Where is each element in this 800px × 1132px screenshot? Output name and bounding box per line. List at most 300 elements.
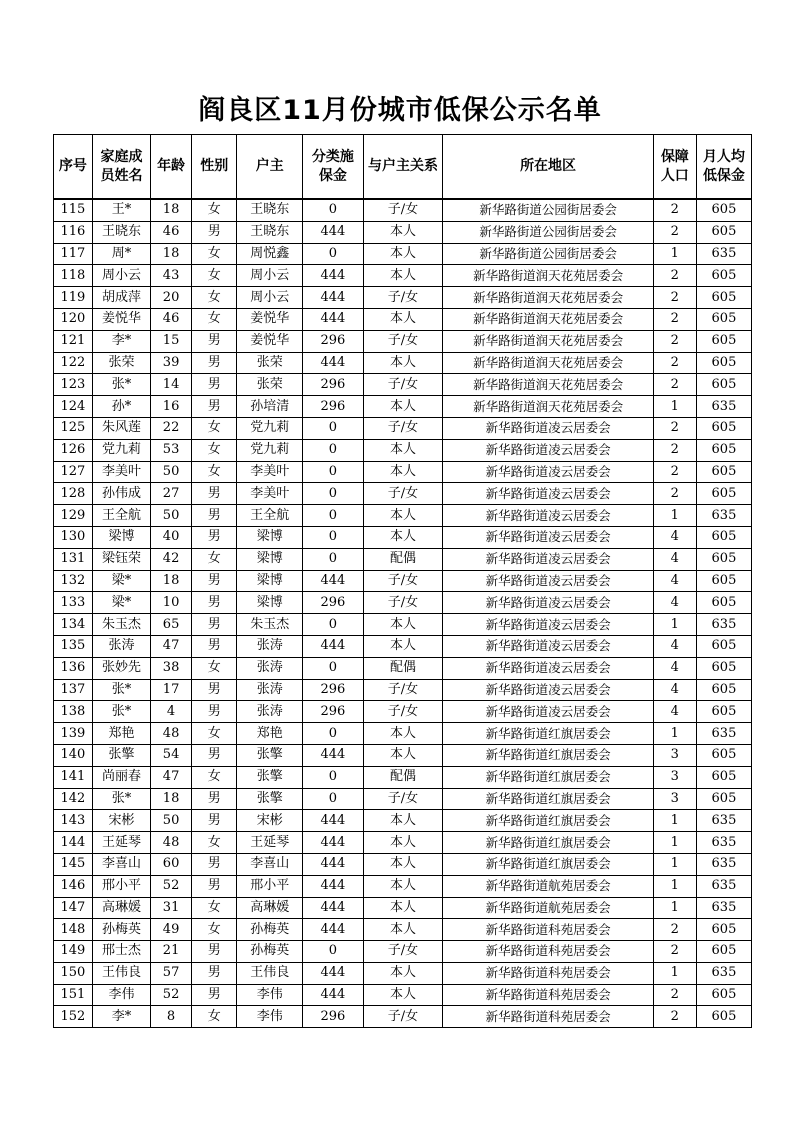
cell-member-name: 张* (92, 701, 150, 723)
cell-relation: 本人 (363, 439, 443, 461)
cell-householder: 党九莉 (237, 417, 303, 439)
table-row (54, 592, 752, 614)
cell-monthly-benefit: 635 (696, 897, 751, 919)
cell-category-benefit: 444 (303, 853, 363, 875)
cell-category-benefit: 0 (303, 417, 363, 439)
cell-covered-persons: 2 (653, 352, 696, 374)
cell-gender: 男 (192, 505, 237, 527)
cell-age: 18 (151, 243, 192, 265)
cell-gender: 男 (192, 744, 237, 766)
cell-relation: 本人 (363, 897, 443, 919)
cell-relation: 本人 (363, 744, 443, 766)
cell-covered-persons: 4 (653, 635, 696, 657)
cell-age: 50 (151, 810, 192, 832)
cell-category-benefit: 296 (303, 330, 363, 352)
table-row (54, 897, 752, 919)
cell-district: 新华路街道航苑居委会 (443, 897, 653, 919)
table-row (54, 832, 752, 854)
cell-monthly-benefit: 605 (696, 657, 751, 679)
table-row (54, 766, 752, 788)
cell-district: 新华路街道红旗居委会 (443, 810, 653, 832)
cell-relation: 子/女 (363, 374, 443, 396)
cell-category-benefit: 444 (303, 635, 363, 657)
cell-householder: 姜悦华 (237, 330, 303, 352)
table-row (54, 199, 752, 221)
cell-age: 60 (151, 853, 192, 875)
cell-monthly-benefit: 605 (696, 744, 751, 766)
cell-gender: 男 (192, 701, 237, 723)
cell-gender: 男 (192, 526, 237, 548)
cell-member-name: 李* (92, 330, 150, 352)
cell-age: 18 (151, 199, 192, 221)
cell-member-name: 邢士杰 (92, 941, 150, 963)
table-row (54, 526, 752, 548)
cell-age: 22 (151, 417, 192, 439)
header-member-name: 家庭成员姓名 (92, 135, 150, 200)
cell-seq: 131 (54, 548, 93, 570)
table-row (54, 810, 752, 832)
table-row (54, 962, 752, 984)
cell-district: 新华路街道润天花苑居委会 (443, 396, 653, 418)
cell-district: 新华路街道润天花苑居委会 (443, 308, 653, 330)
cell-seq: 134 (54, 614, 93, 636)
cell-category-benefit: 0 (303, 439, 363, 461)
table-row (54, 984, 752, 1006)
header-seq: 序号 (54, 135, 93, 200)
header-covered-persons: 保障人口 (653, 135, 696, 200)
cell-member-name: 宋彬 (92, 810, 150, 832)
cell-householder: 李伟 (237, 1006, 303, 1028)
cell-gender: 女 (192, 766, 237, 788)
cell-relation: 子/女 (363, 570, 443, 592)
cell-householder: 李美叶 (237, 461, 303, 483)
cell-householder: 张涛 (237, 701, 303, 723)
cell-gender: 男 (192, 570, 237, 592)
cell-householder: 周小云 (237, 265, 303, 287)
cell-member-name: 王晓东 (92, 221, 150, 243)
cell-relation: 本人 (363, 810, 443, 832)
cell-member-name: 梁* (92, 570, 150, 592)
cell-category-benefit: 444 (303, 875, 363, 897)
cell-householder: 郑艳 (237, 723, 303, 745)
cell-covered-persons: 1 (653, 723, 696, 745)
cell-householder: 梁博 (237, 526, 303, 548)
cell-district: 新华路街道润天花苑居委会 (443, 352, 653, 374)
cell-covered-persons: 2 (653, 461, 696, 483)
cell-householder: 李伟 (237, 984, 303, 1006)
cell-relation: 本人 (363, 221, 443, 243)
cell-district: 新华路街道凌云居委会 (443, 657, 653, 679)
cell-gender: 女 (192, 832, 237, 854)
cell-monthly-benefit: 635 (696, 505, 751, 527)
cell-relation: 子/女 (363, 679, 443, 701)
cell-district: 新华路街道红旗居委会 (443, 832, 653, 854)
cell-householder: 张涛 (237, 679, 303, 701)
cell-category-benefit: 444 (303, 352, 363, 374)
cell-covered-persons: 3 (653, 744, 696, 766)
cell-seq: 150 (54, 962, 93, 984)
cell-covered-persons: 2 (653, 984, 696, 1006)
cell-member-name: 李美叶 (92, 461, 150, 483)
cell-covered-persons: 2 (653, 1006, 696, 1028)
table-row (54, 635, 752, 657)
cell-monthly-benefit: 605 (696, 265, 751, 287)
cell-age: 31 (151, 897, 192, 919)
cell-householder: 张涛 (237, 635, 303, 657)
cell-covered-persons: 1 (653, 396, 696, 418)
cell-householder: 宋彬 (237, 810, 303, 832)
cell-covered-persons: 1 (653, 832, 696, 854)
table-row (54, 679, 752, 701)
cell-monthly-benefit: 605 (696, 766, 751, 788)
cell-covered-persons: 4 (653, 570, 696, 592)
cell-member-name: 张* (92, 374, 150, 396)
cell-covered-persons: 1 (653, 243, 696, 265)
cell-seq: 136 (54, 657, 93, 679)
cell-householder: 党九莉 (237, 439, 303, 461)
cell-gender: 女 (192, 1006, 237, 1028)
cell-category-benefit: 296 (303, 374, 363, 396)
cell-gender: 男 (192, 679, 237, 701)
cell-age: 46 (151, 308, 192, 330)
cell-district: 新华路街道公园街居委会 (443, 243, 653, 265)
cell-category-benefit: 444 (303, 984, 363, 1006)
cell-category-benefit: 0 (303, 526, 363, 548)
cell-age: 18 (151, 788, 192, 810)
cell-monthly-benefit: 605 (696, 374, 751, 396)
cell-district: 新华路街道科苑居委会 (443, 919, 653, 941)
cell-member-name: 周* (92, 243, 150, 265)
header-gender: 性别 (192, 135, 237, 200)
cell-seq: 151 (54, 984, 93, 1006)
cell-age: 53 (151, 439, 192, 461)
table-row (54, 417, 752, 439)
header-district: 所在地区 (443, 135, 653, 200)
cell-householder: 梁博 (237, 592, 303, 614)
cell-member-name: 孙梅英 (92, 919, 150, 941)
cell-relation: 子/女 (363, 417, 443, 439)
table-row (54, 570, 752, 592)
cell-householder: 孙梅英 (237, 919, 303, 941)
cell-district: 新华路街道润天花苑居委会 (443, 330, 653, 352)
cell-relation: 子/女 (363, 199, 443, 221)
cell-relation: 本人 (363, 614, 443, 636)
cell-seq: 128 (54, 483, 93, 505)
cell-member-name: 王延琴 (92, 832, 150, 854)
cell-member-name: 周小云 (92, 265, 150, 287)
cell-relation: 本人 (363, 526, 443, 548)
cell-gender: 男 (192, 635, 237, 657)
cell-age: 39 (151, 352, 192, 374)
cell-covered-persons: 2 (653, 439, 696, 461)
cell-category-benefit: 0 (303, 941, 363, 963)
cell-monthly-benefit: 635 (696, 723, 751, 745)
cell-member-name: 姜悦华 (92, 308, 150, 330)
cell-seq: 115 (54, 199, 93, 221)
cell-relation: 配偶 (363, 657, 443, 679)
cell-covered-persons: 2 (653, 308, 696, 330)
cell-relation: 本人 (363, 396, 443, 418)
cell-district: 新华路街道凌云居委会 (443, 679, 653, 701)
cell-monthly-benefit: 605 (696, 417, 751, 439)
cell-gender: 女 (192, 919, 237, 941)
cell-covered-persons: 1 (653, 810, 696, 832)
cell-seq: 129 (54, 505, 93, 527)
cell-householder: 周悦鑫 (237, 243, 303, 265)
cell-relation: 本人 (363, 505, 443, 527)
cell-relation: 本人 (363, 461, 443, 483)
cell-age: 20 (151, 287, 192, 309)
cell-district: 新华路街道润天花苑居委会 (443, 374, 653, 396)
cell-relation: 子/女 (363, 941, 443, 963)
header-monthly-benefit: 月人均低保金 (696, 135, 751, 200)
cell-monthly-benefit: 605 (696, 919, 751, 941)
cell-district: 新华路街道红旗居委会 (443, 788, 653, 810)
cell-gender: 女 (192, 657, 237, 679)
cell-member-name: 张擎 (92, 744, 150, 766)
cell-seq: 138 (54, 701, 93, 723)
cell-monthly-benefit: 605 (696, 984, 751, 1006)
cell-covered-persons: 4 (653, 657, 696, 679)
cell-seq: 121 (54, 330, 93, 352)
cell-gender: 女 (192, 417, 237, 439)
cell-district: 新华路街道凌云居委会 (443, 526, 653, 548)
cell-relation: 本人 (363, 243, 443, 265)
cell-age: 48 (151, 832, 192, 854)
cell-district: 新华路街道科苑居委会 (443, 941, 653, 963)
cell-member-name: 张妙先 (92, 657, 150, 679)
cell-member-name: 尚丽春 (92, 766, 150, 788)
cell-gender: 女 (192, 548, 237, 570)
table-row (54, 919, 752, 941)
cell-member-name: 胡成萍 (92, 287, 150, 309)
cell-district: 新华路街道凌云居委会 (443, 461, 653, 483)
cell-seq: 147 (54, 897, 93, 919)
cell-monthly-benefit: 605 (696, 526, 751, 548)
cell-member-name: 邢小平 (92, 875, 150, 897)
cell-gender: 女 (192, 897, 237, 919)
cell-monthly-benefit: 605 (696, 570, 751, 592)
cell-relation: 子/女 (363, 788, 443, 810)
cell-covered-persons: 1 (653, 853, 696, 875)
cell-age: 18 (151, 570, 192, 592)
cell-seq: 119 (54, 287, 93, 309)
cell-member-name: 梁* (92, 592, 150, 614)
cell-householder: 王伟良 (237, 962, 303, 984)
cell-relation: 本人 (363, 832, 443, 854)
table-row (54, 396, 752, 418)
cell-member-name: 李* (92, 1006, 150, 1028)
cell-seq: 126 (54, 439, 93, 461)
cell-covered-persons: 1 (653, 875, 696, 897)
cell-member-name: 孙* (92, 396, 150, 418)
cell-gender: 女 (192, 287, 237, 309)
cell-covered-persons: 2 (653, 287, 696, 309)
table-row (54, 875, 752, 897)
cell-householder: 李喜山 (237, 853, 303, 875)
header-relation: 与户主关系 (363, 135, 443, 200)
cell-monthly-benefit: 605 (696, 287, 751, 309)
cell-householder: 王全航 (237, 505, 303, 527)
cell-monthly-benefit: 605 (696, 548, 751, 570)
cell-age: 65 (151, 614, 192, 636)
cell-district: 新华路街道凌云居委会 (443, 701, 653, 723)
cell-gender: 男 (192, 352, 237, 374)
cell-seq: 135 (54, 635, 93, 657)
cell-district: 新华路街道航苑居委会 (443, 875, 653, 897)
cell-monthly-benefit: 605 (696, 199, 751, 221)
cell-monthly-benefit: 605 (696, 788, 751, 810)
cell-relation: 子/女 (363, 330, 443, 352)
cell-covered-persons: 4 (653, 592, 696, 614)
cell-seq: 137 (54, 679, 93, 701)
cell-householder: 邢小平 (237, 875, 303, 897)
table-row (54, 548, 752, 570)
cell-seq: 133 (54, 592, 93, 614)
cell-gender: 男 (192, 962, 237, 984)
cell-category-benefit: 296 (303, 396, 363, 418)
table-row (54, 374, 752, 396)
cell-covered-persons: 4 (653, 679, 696, 701)
cell-age: 4 (151, 701, 192, 723)
cell-covered-persons: 1 (653, 897, 696, 919)
cell-monthly-benefit: 635 (696, 962, 751, 984)
cell-relation: 子/女 (363, 287, 443, 309)
cell-seq: 123 (54, 374, 93, 396)
table-row (54, 483, 752, 505)
cell-monthly-benefit: 635 (696, 243, 751, 265)
cell-gender: 男 (192, 941, 237, 963)
cell-householder: 张擎 (237, 766, 303, 788)
cell-age: 48 (151, 723, 192, 745)
table-row (54, 287, 752, 309)
cell-category-benefit: 0 (303, 723, 363, 745)
cell-age: 21 (151, 941, 192, 963)
cell-seq: 130 (54, 526, 93, 548)
cell-category-benefit: 0 (303, 461, 363, 483)
table-row (54, 788, 752, 810)
cell-member-name: 张荣 (92, 352, 150, 374)
cell-district: 新华路街道红旗居委会 (443, 766, 653, 788)
cell-householder: 姜悦华 (237, 308, 303, 330)
cell-age: 52 (151, 875, 192, 897)
cell-relation: 本人 (363, 984, 443, 1006)
cell-age: 17 (151, 679, 192, 701)
cell-seq: 139 (54, 723, 93, 745)
cell-relation: 本人 (363, 919, 443, 941)
table-row (54, 352, 752, 374)
cell-gender: 女 (192, 723, 237, 745)
cell-gender: 男 (192, 875, 237, 897)
cell-member-name: 张涛 (92, 635, 150, 657)
cell-district: 新华路街道公园街居委会 (443, 199, 653, 221)
cell-member-name: 张* (92, 788, 150, 810)
cell-category-benefit: 0 (303, 657, 363, 679)
cell-age: 38 (151, 657, 192, 679)
cell-monthly-benefit: 635 (696, 853, 751, 875)
cell-category-benefit: 444 (303, 308, 363, 330)
cell-gender: 女 (192, 308, 237, 330)
cell-covered-persons: 2 (653, 483, 696, 505)
cell-covered-persons: 4 (653, 548, 696, 570)
cell-seq: 124 (54, 396, 93, 418)
cell-age: 54 (151, 744, 192, 766)
cell-householder: 梁博 (237, 548, 303, 570)
cell-district: 新华路街道凌云居委会 (443, 505, 653, 527)
cell-relation: 本人 (363, 635, 443, 657)
cell-gender: 女 (192, 439, 237, 461)
cell-district: 新华路街道凌云居委会 (443, 483, 653, 505)
cell-relation: 子/女 (363, 1006, 443, 1028)
cell-district: 新华路街道凌云居委会 (443, 439, 653, 461)
cell-gender: 男 (192, 221, 237, 243)
cell-seq: 145 (54, 853, 93, 875)
cell-monthly-benefit: 605 (696, 592, 751, 614)
cell-district: 新华路街道凌云居委会 (443, 614, 653, 636)
cell-relation: 本人 (363, 308, 443, 330)
cell-covered-persons: 2 (653, 417, 696, 439)
cell-covered-persons: 3 (653, 766, 696, 788)
cell-monthly-benefit: 635 (696, 875, 751, 897)
cell-monthly-benefit: 605 (696, 352, 751, 374)
cell-monthly-benefit: 605 (696, 483, 751, 505)
cell-covered-persons: 2 (653, 199, 696, 221)
cell-district: 新华路街道润天花苑居委会 (443, 287, 653, 309)
cell-monthly-benefit: 605 (696, 308, 751, 330)
table-row (54, 330, 752, 352)
cell-district: 新华路街道科苑居委会 (443, 984, 653, 1006)
cell-seq: 122 (54, 352, 93, 374)
cell-district: 新华路街道凌云居委会 (443, 548, 653, 570)
cell-district: 新华路街道公园街居委会 (443, 221, 653, 243)
cell-relation: 本人 (363, 962, 443, 984)
cell-gender: 男 (192, 810, 237, 832)
cell-seq: 142 (54, 788, 93, 810)
cell-householder: 王延琴 (237, 832, 303, 854)
cell-district: 新华路街道红旗居委会 (443, 744, 653, 766)
cell-category-benefit: 0 (303, 614, 363, 636)
cell-category-benefit: 0 (303, 483, 363, 505)
cell-category-benefit: 444 (303, 221, 363, 243)
cell-member-name: 郑艳 (92, 723, 150, 745)
cell-covered-persons: 2 (653, 265, 696, 287)
cell-category-benefit: 444 (303, 897, 363, 919)
cell-seq: 116 (54, 221, 93, 243)
cell-category-benefit: 296 (303, 592, 363, 614)
cell-covered-persons: 2 (653, 221, 696, 243)
cell-householder: 王晓东 (237, 199, 303, 221)
table-row (54, 723, 752, 745)
cell-householder: 孙梅英 (237, 941, 303, 963)
cell-monthly-benefit: 605 (696, 701, 751, 723)
cell-relation: 子/女 (363, 483, 443, 505)
cell-householder: 梁博 (237, 570, 303, 592)
table-header-row (54, 135, 752, 200)
cell-covered-persons: 1 (653, 505, 696, 527)
cell-member-name: 王伟良 (92, 962, 150, 984)
cell-gender: 男 (192, 614, 237, 636)
cell-monthly-benefit: 605 (696, 635, 751, 657)
cell-seq: 146 (54, 875, 93, 897)
cell-seq: 141 (54, 766, 93, 788)
cell-category-benefit: 444 (303, 744, 363, 766)
cell-category-benefit: 444 (303, 287, 363, 309)
cell-age: 16 (151, 396, 192, 418)
cell-age: 42 (151, 548, 192, 570)
cell-member-name: 朱风莲 (92, 417, 150, 439)
cell-member-name: 张* (92, 679, 150, 701)
cell-member-name: 党九莉 (92, 439, 150, 461)
